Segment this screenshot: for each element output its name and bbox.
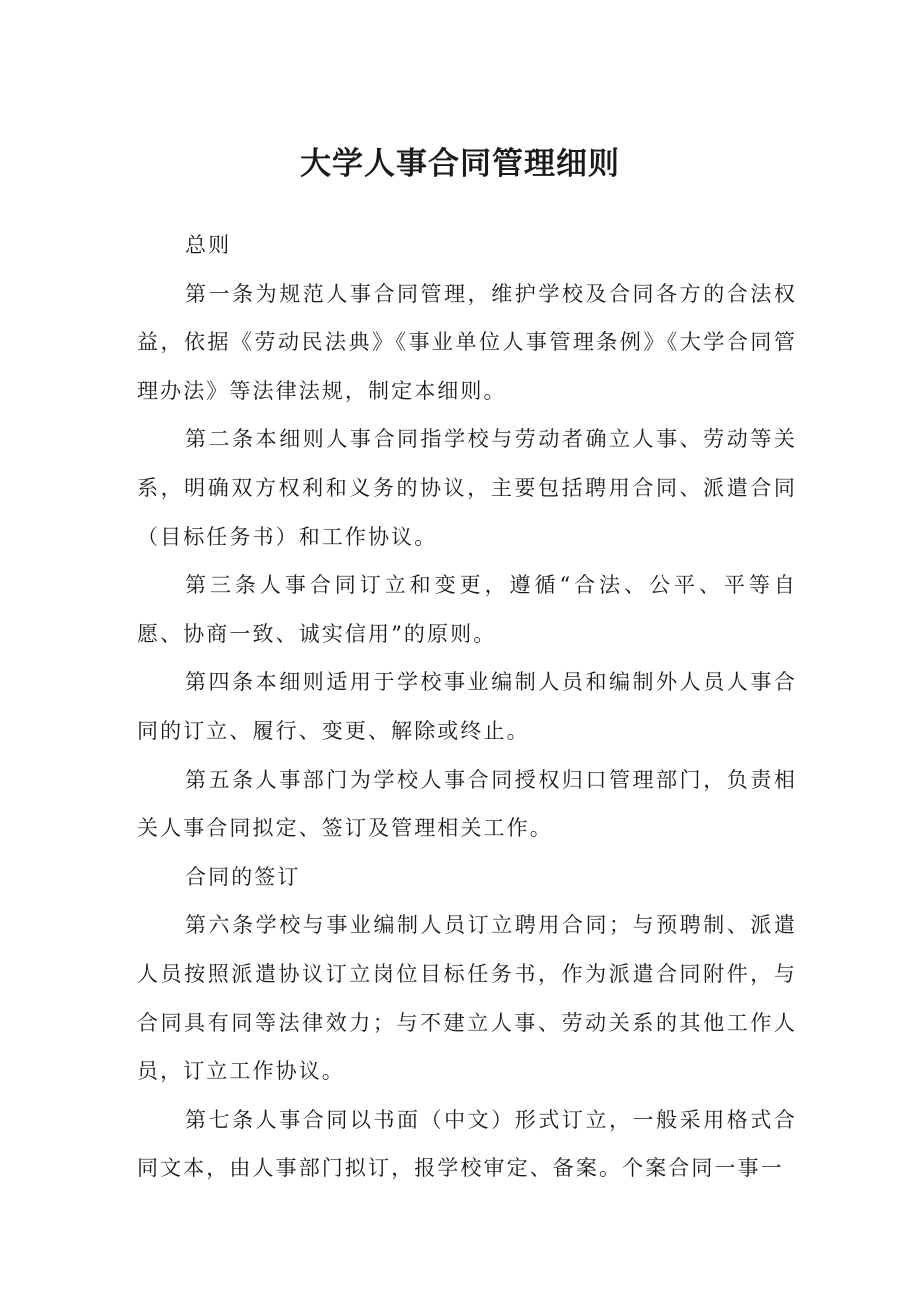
article-3: 第三条人事合同订立和变更，遵循“合法、公平、平等自愿、协商一致、诚实信用”的原则。 [137,573,797,646]
article-4: 第四条本细则适用于学校事业编制人员和编制外人员人事合同的订立、履行、变更、解除或终止。 [137,670,797,743]
document-title: 大学人事合同管理细则 [300,146,620,182]
section-heading-signing: 合同的签订 [185,864,301,889]
article-2: 第二条本细则人事合同指学校与劳动者确立人事、劳动等关系，明确双方权利和义务的协议，主要包括聘用合同、派遣合同（目标任务书）和工作协议。 [137,427,797,549]
article-1: 第一条为规范人事合同管理，维护学校及合同各方的合法权益，依据《劳动民法典》《事业单位人事管理条例》《大学合同管理办法》等法律法规，制定本细则。 [137,281,797,403]
article-5: 第五条人事部门为学校人事合同授权归口管理部门，负责相关人事合同拟定、签订及管理相关工作。 [137,767,797,841]
section-heading-general: 总则 [185,233,232,257]
article-7: 第七条人事合同以书面（中文）形式订立，一般采用格式合同文本，由人事部门拟订，报学校审定、备案。个案合同一事一 [137,1107,797,1181]
document-body [137,221,797,1193]
article-6: 第六条学校与事业编制人员订立聘用合同；与预聘制、派遣人员按照派遣协议订立岗位目标任务书，作为派遣合同附件，与合同具有同等法律效力；与不建立人事、劳动关系的其他工作人员，订立工作协议。 [137,913,797,1084]
